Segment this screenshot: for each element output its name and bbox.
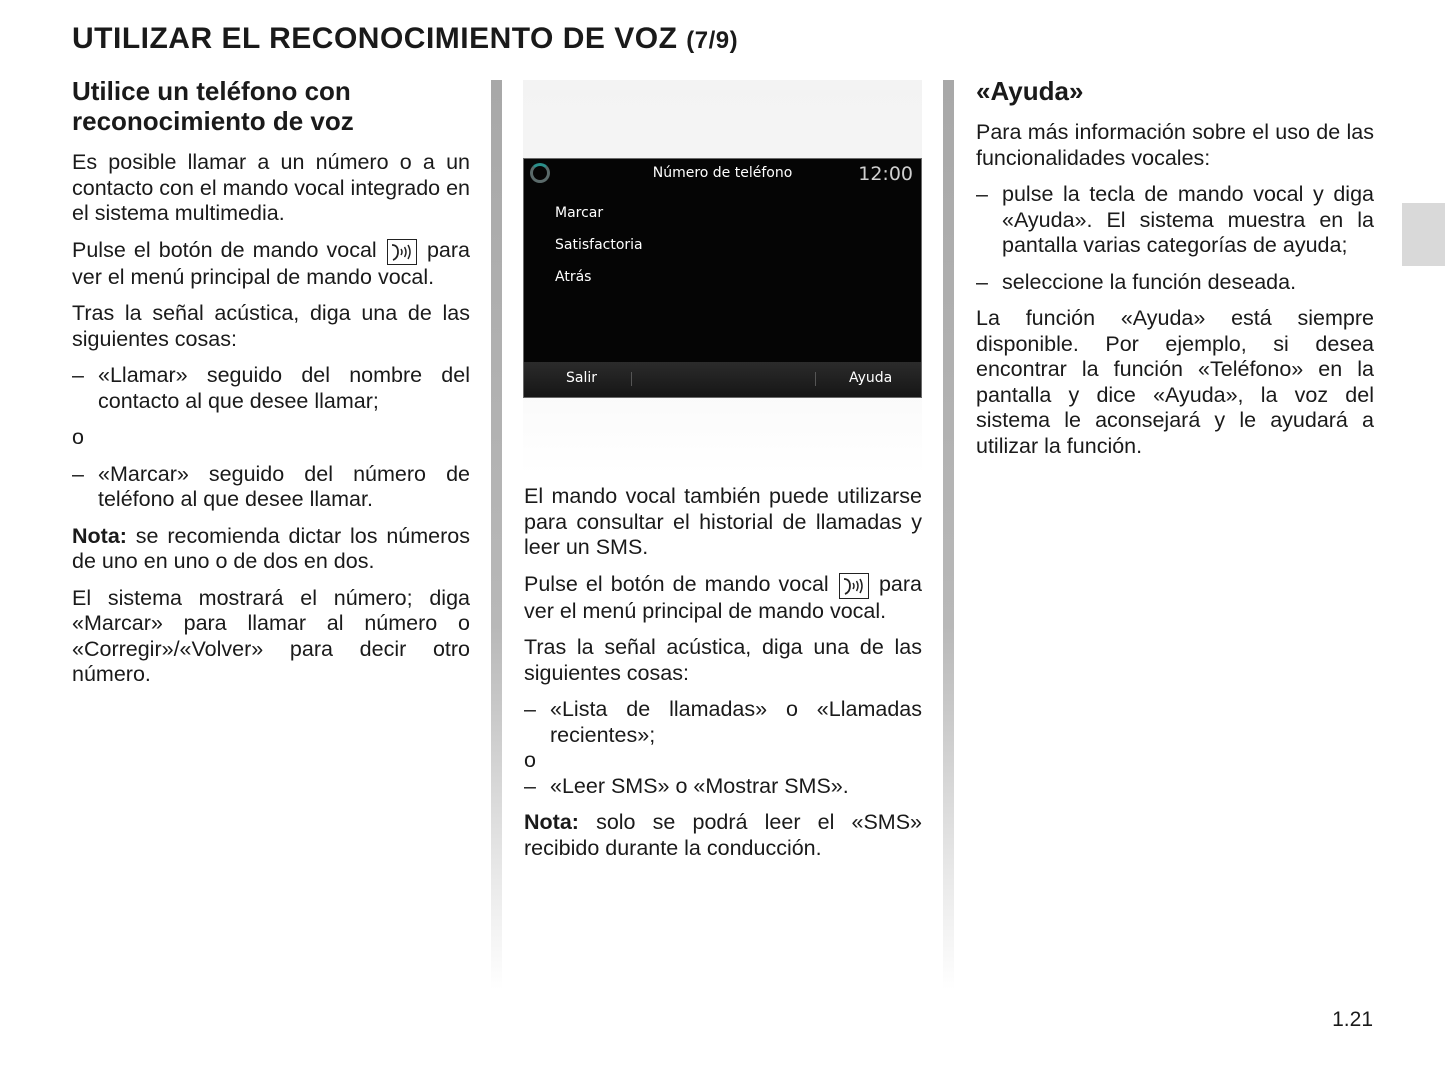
section-heading-help: «Ayuda» <box>976 76 1084 106</box>
note: Nota: se recomienda dictar los números de uno en uno o de dos en dos. <box>72 523 470 573</box>
column-divider-2 <box>943 80 954 990</box>
footer-separator <box>815 372 816 386</box>
screen-footer <box>524 362 921 397</box>
column-divider-1 <box>491 80 502 990</box>
chapter-tab <box>1402 203 1445 266</box>
menu-item-atras[interactable]: Atrás <box>555 269 592 285</box>
section-heading-phone: Utilice un teléfono con reconocimiento de voz <box>72 76 354 136</box>
multimedia-screen <box>523 158 922 398</box>
paragraph: Tras la señal acústica, diga una de las siguientes cosas: <box>72 301 470 351</box>
list-item: – seleccione la función deseada. <box>976 269 1297 294</box>
voice-command-icon <box>387 239 417 265</box>
footer-separator <box>631 372 632 386</box>
or-text: o <box>524 748 536 772</box>
list-item: – «Lista de llamadas» o «Llamadas recientes»; <box>524 697 922 747</box>
page-number: 1.21 <box>1332 1008 1373 1031</box>
column-1 <box>72 76 470 699</box>
paragraph: El mando vocal también puede utilizarse para consultar el historial de llamadas y leer un SMS. <box>524 484 922 559</box>
paragraph: La función «Ayuda» está siempre disponible. Por ejemplo, si desea encontrar la función «Teléfono» en la pantalla y dice «Ayuda», la voz del sistema le aconsejará y le ayudará a utilizar la función. <box>976 306 1374 458</box>
list-item: – «Llamar» seguido del nombre del contacto al que desee llamar; <box>72 363 470 413</box>
screen-clock: 12:00 <box>858 163 913 185</box>
title-text: UTILIZAR EL RECONOCIMIENTO DE VOZ <box>72 22 678 55</box>
list-item: – pulse la tecla de mando vocal y diga «Ayuda». El sistema muestra en la pantalla varias categorías de ayuda; <box>976 182 1374 257</box>
paragraph: Tras la señal acústica, diga una de las siguientes cosas: <box>524 635 922 685</box>
list-item: – «Leer SMS» o «Mostrar SMS». <box>524 773 849 798</box>
column-3 <box>976 76 1374 470</box>
list-item: – «Marcar» seguido del número de teléfono al que desee llamar. <box>72 461 470 511</box>
paragraph: Para más información sobre el uso de las funcionalidades vocales: <box>976 120 1374 170</box>
help-button[interactable]: Ayuda <box>849 370 893 386</box>
paragraph: El sistema mostrará el número; diga «Marcar» para llamar al número o «Corregir»/«Volver» para decir otro número. <box>72 585 470 686</box>
column-2 <box>524 484 922 872</box>
exit-button[interactable]: Salir <box>566 370 598 386</box>
menu-item-satisfactoria[interactable]: Satisfactoria <box>555 237 643 253</box>
screen-title: Número de teléfono <box>652 165 793 181</box>
paragraph-voice-button: Pulse el botón de mando vocal para ver el menú principal de mando vocal. <box>524 571 923 623</box>
title-part: (7/9) <box>686 27 739 54</box>
or-text: o <box>72 425 84 449</box>
paragraph-voice-button: Pulse el botón de mando vocal para ver el menú principal de mando vocal. <box>72 237 471 289</box>
page-title <box>72 22 738 56</box>
menu-item-marcar[interactable]: Marcar <box>555 205 604 221</box>
note: Nota: solo se podrá leer el «SMS» recibido durante la conducción. <box>524 810 922 860</box>
voice-command-icon <box>839 573 869 599</box>
paragraph: Es posible llamar a un número o a un contacto con el mando vocal integrado en el sistema multimedia. <box>72 150 471 225</box>
